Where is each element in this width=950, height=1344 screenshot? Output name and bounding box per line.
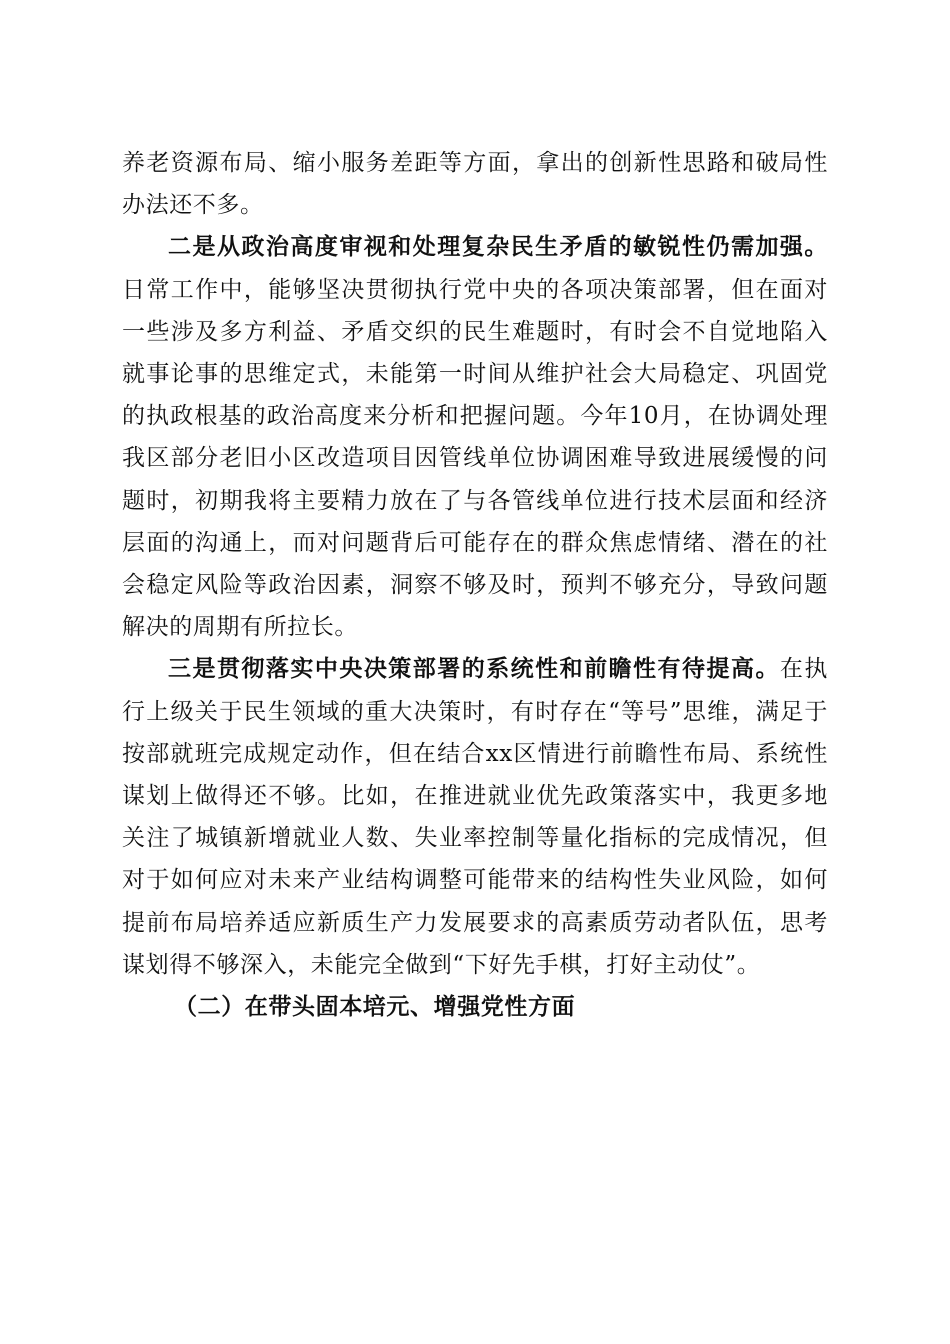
- paragraph-body: 在执行上级关于民生领域的重大决策时，有时存在“等号”思维，满足于按部就班完成规定动作，但在结合xx区情进行前瞻性布局、系统性谋划上做得还不够。比如，在推进就业优先政策落实中，我更多地关注了城镇新增就业人数、失业率控制等量化指标的完成情况，但对于如何应对未来产业结构调整可能带来的结构性失业风险，如何提前布局培养适应新质生产力发展要求的高素质劳动者队伍，思考谋划得不够深入，未能完全做到“下好先手棋，打好主动仗”。: [122, 656, 828, 978]
- paragraph-body: 日常工作中，能够坚决贯彻执行党中央的各项决策部署，但在面对一些涉及多方利益、矛盾交织的民生难题时，有时会不自觉地陷入就事论事的思维定式，未能第一时间从维护社会大局稳定、巩固党的执政根基的政治高度来分析和把握问题。今年10月，在协调处理我区部分老旧小区改造项目因管线单位协调困难导致进展缓慢的问题时，初期我将主要精力放在了与各管线单位进行技术层面和经济层面的沟通上，而对问题背后可能存在的群众焦虑情绪、潜在的社会稳定风险等政治因素，洞察不够及时，预判不够充分，导致问题解决的周期有所拉长。: [122, 276, 828, 641]
- paragraph-lead: 三是贯彻落实中央决策部署的系统性和前瞻性有待提高。: [168, 655, 780, 683]
- paragraph-point-three: [122, 648, 828, 986]
- paragraph-point-two: [122, 226, 828, 648]
- paragraph-body: 养老资源布局、缩小服务差距等方面，拿出的创新性思路和破局性办法还不多。: [122, 150, 828, 219]
- document-body: [122, 142, 828, 1028]
- paragraph-lead: 二是从政治高度审视和处理复杂民生矛盾的敏锐性仍需加强。: [168, 233, 828, 261]
- section-subheading: （二）在带头固本培元、增强党性方面: [174, 993, 576, 1021]
- paragraph-continuation: [122, 142, 828, 226]
